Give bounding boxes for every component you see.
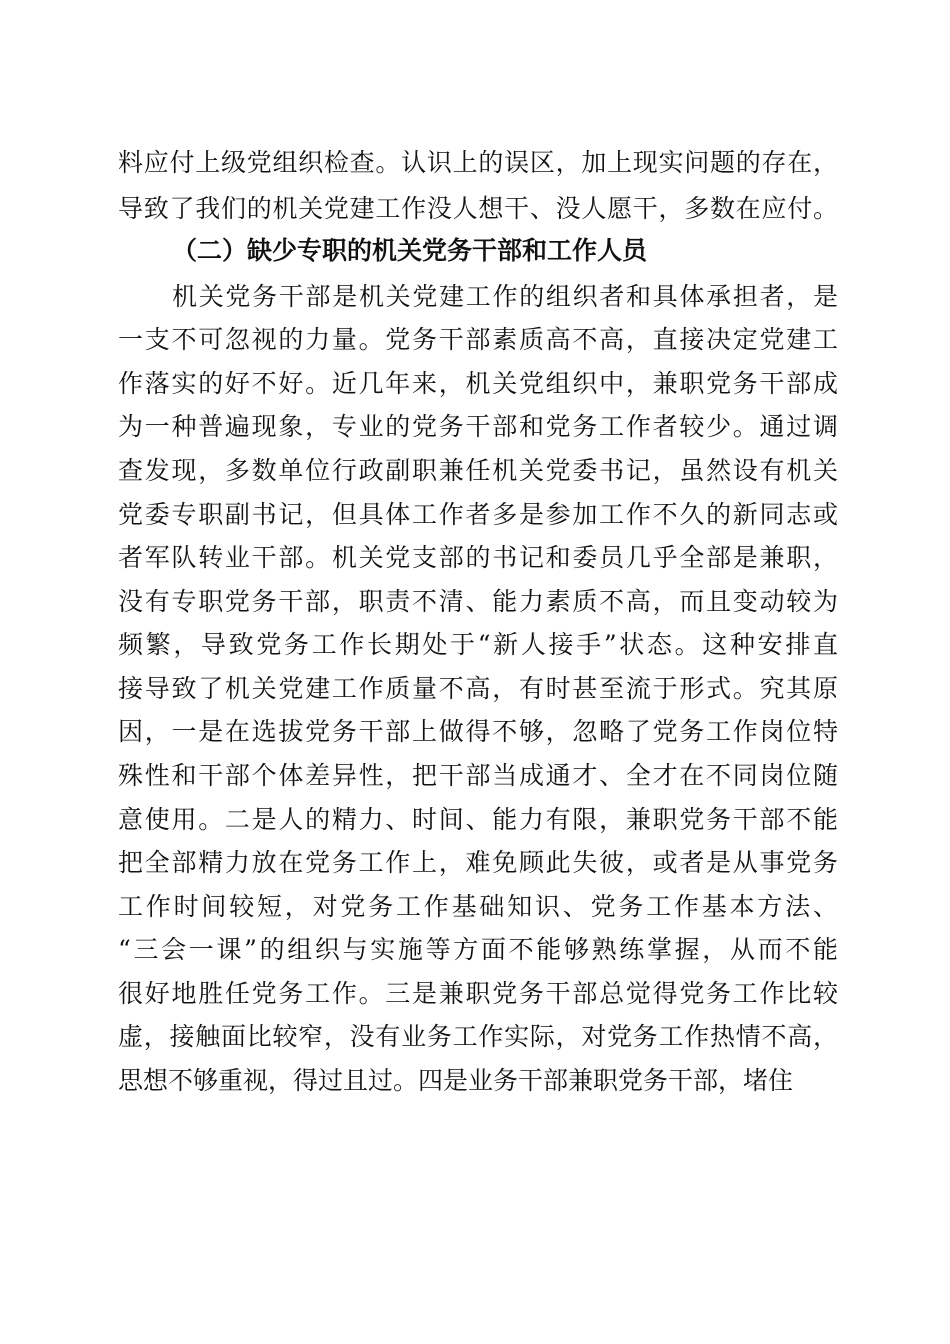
paragraph-line: 查发现，多数单位行政副职兼任机关党委书记，虽然设有机关 — [118, 456, 838, 485]
paragraph-line: 作落实的好不好。近几年来，机关党组织中，兼职党务干部成 — [118, 369, 838, 398]
paragraph-line: 没有专职党务干部，职责不清、能力素质不高，而且变动较为 — [118, 587, 838, 616]
paragraph-line: 很好地胜任党务工作。三是兼职党务干部总觉得党务工作比较 — [118, 979, 838, 1008]
paragraph-line: 者军队转业干部。机关党支部的书记和委员几乎全部是兼职， — [118, 543, 838, 572]
paragraph-line: 党委专职副书记，但具体工作者多是参加工作不久的新同志或 — [118, 500, 838, 529]
paragraph-line: 因，一是在选拔党务干部上做得不够，忽略了党务工作岗位特 — [118, 717, 838, 746]
paragraph-line: 思想不够重视，得过且过。四是业务干部兼职党务干部，堵住 — [118, 1066, 794, 1095]
paragraph-line: 机关党务干部是机关党建工作的组织者和具体承担者，是 — [172, 282, 838, 311]
paragraph-line: “三会一课”的组织与实施等方面不能够熟练掌握，从而不能 — [118, 935, 838, 964]
paragraph-line: 接导致了机关党建工作质量不高，有时甚至流于形式。究其原 — [118, 674, 838, 703]
paragraph-line: 虚，接触面比较窄，没有业务工作实际，对党务工作热情不高， — [118, 1022, 838, 1051]
section-heading: （二）缺少专职的机关党务干部和工作人员 — [172, 236, 648, 265]
paragraph-line: 殊性和干部个体差异性，把干部当成通才、全才在不同岗位随 — [118, 761, 838, 790]
paragraph-line: 工作时间较短，对党务工作基础知识、党务工作基本方法、 — [118, 892, 838, 921]
paragraph-line: 导致了我们的机关党建工作没人想干、没人愿干，多数在应付。 — [118, 194, 838, 223]
paragraph-line: 意使用。二是人的精力、时间、能力有限，兼职党务干部不能 — [118, 805, 838, 834]
paragraph-line: 一支不可忽视的力量。党务干部素质高不高，直接决定党建工 — [118, 325, 838, 354]
paragraph-line: 频繁，导致党务工作长期处于“新人接手”状态。这种安排直 — [118, 630, 838, 659]
paragraph-line: 为一种普遍现象，专业的党务干部和党务工作者较少。通过调 — [118, 412, 838, 441]
paragraph-line: 把全部精力放在党务工作上，难免顾此失彼，或者是从事党务 — [118, 848, 838, 877]
paragraph-line: 料应付上级党组织检查。认识上的误区，加上现实问题的存在， — [118, 148, 838, 177]
